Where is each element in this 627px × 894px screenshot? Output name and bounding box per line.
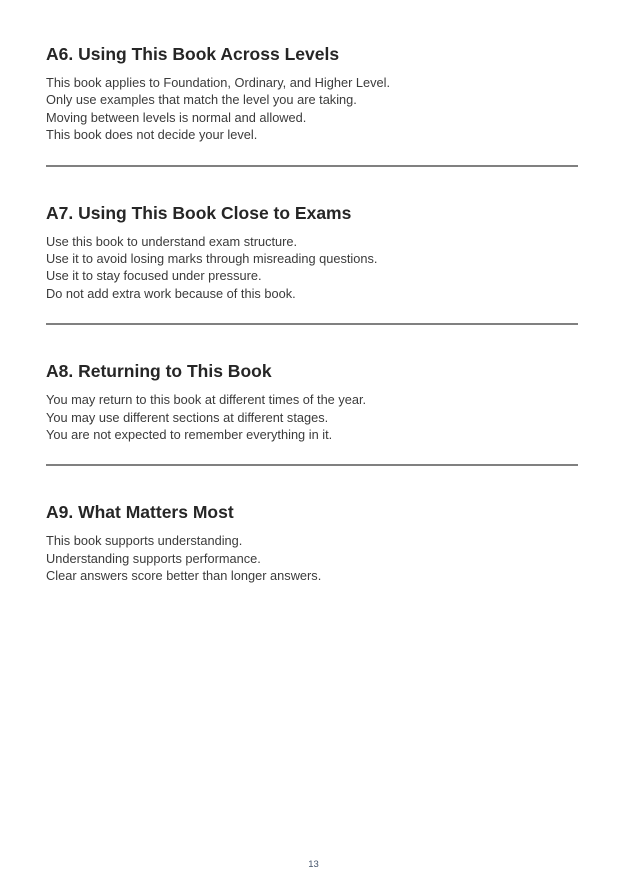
body-line: Use it to stay focused under pressure. [46, 268, 262, 284]
body-line: You may return to this book at different times of the year. [46, 392, 367, 408]
body-line: Clear answers score better than longer answers. [46, 568, 322, 584]
body-line: This book supports understanding. [46, 533, 243, 549]
body-line: Understanding supports performance. [46, 550, 261, 566]
section-a7 [46, 202, 578, 303]
section-heading: A8. Returning to This Book [46, 361, 272, 382]
section-body [46, 532, 578, 584]
body-line: Only use examples that match the level you are taking. [46, 92, 357, 108]
section-heading: A7. Using This Book Close to Exams [46, 202, 352, 223]
body-line: This book does not decide your level. [46, 127, 258, 143]
section-heading: A6. Using This Book Across Levels [46, 44, 340, 64]
body-line: Use it to avoid losing marks through misreading questions. [46, 251, 378, 267]
body-line: This book applies to Foundation, Ordinary, and Higher Level. [46, 75, 391, 90]
body-line: Do not add extra work because of this book. [46, 285, 296, 301]
section-body [46, 391, 578, 443]
body-line: You are not expected to remember everything in it. [46, 427, 333, 443]
section-divider [46, 323, 578, 325]
body-line: Use this book to understand exam structure. [46, 233, 298, 249]
section-divider [46, 464, 578, 466]
section-body [46, 233, 578, 303]
body-line: Moving between levels is normal and allowed. [46, 109, 307, 125]
page-number: 13 [308, 859, 319, 870]
section-a9 [46, 501, 578, 584]
section-a8 [46, 360, 578, 443]
section-heading: A9. What Matters Most [46, 502, 234, 523]
section-divider [46, 165, 578, 167]
section-a6 [46, 43, 578, 144]
section-body [46, 74, 578, 144]
body-line: You may use different sections at different stages. [46, 409, 329, 425]
